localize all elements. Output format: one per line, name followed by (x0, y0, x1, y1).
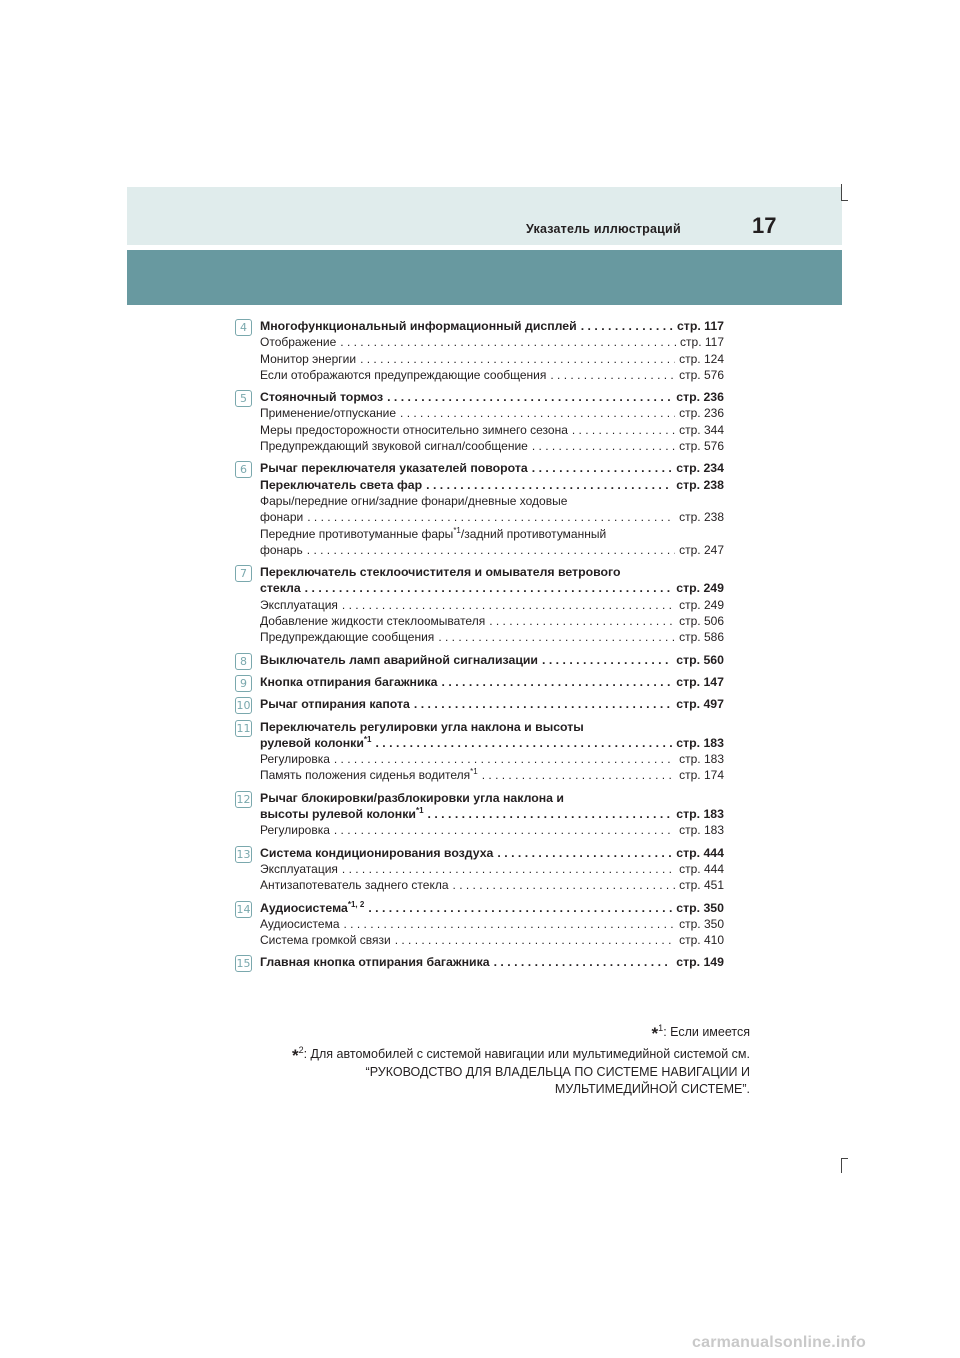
index-group (232, 564, 724, 645)
page-reference: стр. 147 (676, 674, 724, 689)
dot-leader (414, 696, 672, 712)
entry-label: Переключатель регулировки угла наклона и высоты (260, 719, 584, 734)
dot-leader (550, 367, 675, 383)
index-sub-entry[interactable] (260, 767, 724, 783)
entry-label: Добавление жидкости стеклоомывателя (260, 614, 486, 629)
entry-label: Эксплуатация (260, 597, 338, 612)
index-sub-entry[interactable] (260, 542, 724, 558)
index-heading-entry[interactable] (260, 954, 724, 970)
index-heading-entry[interactable] (260, 580, 724, 596)
page-reference: стр. 117 (676, 319, 724, 333)
entry-label: Рычаг блокировки/разблокировки угла наклона и (260, 790, 564, 805)
dot-leader (387, 389, 672, 405)
page-reference: стр. 506 (679, 614, 724, 629)
crop-mark-top (841, 184, 848, 201)
page-reference: стр. 238 (679, 510, 724, 525)
dot-leader (489, 613, 675, 629)
section-title: Указатель иллюстраций (526, 222, 681, 236)
dot-leader (307, 542, 675, 558)
dot-leader (307, 509, 675, 525)
illustration-index-list (232, 318, 724, 977)
page-reference: стр. 249 (679, 597, 724, 612)
page-reference: стр. 183 (676, 807, 724, 822)
index-heading-entry[interactable] (260, 806, 724, 822)
index-heading-entry[interactable] (260, 735, 724, 751)
index-sub-entry[interactable] (260, 526, 724, 542)
page-reference: стр. 117 (680, 335, 724, 350)
index-group (232, 696, 724, 712)
page-reference: стр. 497 (676, 697, 724, 712)
page-reference: стр. 249 (676, 581, 724, 596)
entry-label: рулевой колонки$^{*1}$ (260, 734, 372, 750)
callout-number-badge: 11 (236, 721, 251, 735)
index-sub-entry[interactable] (260, 334, 724, 350)
entry-label: Отображение (260, 335, 337, 350)
index-sub-entry[interactable] (260, 597, 724, 613)
page-reference: стр. 560 (676, 652, 724, 667)
index-heading-entry[interactable] (260, 389, 724, 405)
dot-leader (438, 629, 675, 645)
page-reference: стр. 247 (679, 542, 724, 557)
dot-leader (368, 900, 672, 916)
index-group (232, 719, 724, 784)
entry-label: Фары/передние огни/задние фонари/дневные ходовые (260, 493, 568, 508)
page-reference: стр. 586 (679, 630, 724, 645)
dot-leader (542, 652, 672, 668)
dot-leader (482, 767, 675, 783)
index-group (232, 318, 724, 383)
entry-label: Предупреждающие сообщения (260, 630, 435, 645)
index-group (232, 389, 724, 454)
index-sub-entry[interactable] (260, 629, 724, 645)
dot-leader (305, 580, 673, 596)
dot-leader (342, 597, 675, 613)
entry-label: Регулировка (260, 823, 330, 838)
callout-number-badge: 4 (235, 319, 252, 336)
page-reference: стр. 238 (676, 477, 724, 492)
index-group (232, 652, 724, 668)
index-heading-entry[interactable] (260, 696, 724, 712)
page-reference: стр. 236 (676, 390, 724, 405)
entry-label: Главная кнопка отпирания багажника (260, 955, 490, 970)
index-sub-entry[interactable] (260, 367, 724, 383)
callout-number-badge: 6 (235, 461, 252, 478)
index-sub-entry[interactable] (260, 916, 724, 932)
page-reference: стр. 350 (679, 916, 724, 931)
callout-number-badge: 14 (236, 902, 251, 916)
dot-leader (342, 861, 675, 877)
entry-label: Аудиосистема$^{*1, 2}$ (260, 899, 365, 915)
index-sub-entry[interactable] (260, 351, 724, 367)
index-heading-entry[interactable] (260, 719, 724, 735)
index-group (232, 674, 724, 690)
header-band (127, 250, 842, 305)
index-heading-entry[interactable] (260, 318, 724, 334)
dot-leader (494, 954, 673, 970)
entry-label: Монитор энергии (260, 351, 357, 366)
entry-label: Система кондиционирования воздуха (260, 845, 494, 860)
index-heading-entry[interactable] (260, 790, 724, 806)
entry-label: Антизапотеватель заднего стекла (260, 878, 449, 893)
dot-leader (344, 916, 676, 932)
page-number: 17 (752, 213, 777, 238)
index-sub-entry[interactable] (260, 422, 724, 438)
entry-label: Рычаг переключателя указателей поворота (260, 461, 528, 476)
index-heading-entry[interactable] (260, 845, 724, 861)
entry-label: Предупреждающий звуковой сигнал/сообщение (260, 439, 528, 454)
dot-leader (360, 351, 675, 367)
page-reference: стр. 350 (676, 900, 724, 915)
index-sub-entry[interactable] (260, 613, 724, 629)
index-heading-entry[interactable] (260, 460, 724, 476)
page-reference: стр. 576 (679, 439, 724, 454)
dot-leader (581, 318, 673, 334)
page-reference: стр. 576 (679, 367, 724, 382)
entry-label: Если отображаются предупреждающие сообщения (260, 367, 547, 382)
callout-number-badge: 7 (235, 565, 252, 582)
dot-leader (340, 334, 676, 350)
entry-label: Выключатель ламп аварийной сигнализации (260, 652, 538, 667)
page-reference: стр. 174 (679, 768, 724, 783)
entry-label: высоты рулевой колонки$^{*1}$ (260, 805, 424, 822)
footnote-ref: *1 (453, 525, 461, 535)
dot-leader (532, 438, 675, 454)
index-sub-entry[interactable] (260, 932, 724, 948)
callout-number-badge: 12 (236, 792, 251, 806)
callout-number-badge: 9 (235, 675, 252, 692)
footnote-ref: *1, 2 (347, 899, 365, 909)
index-sub-entry[interactable] (260, 405, 724, 421)
entry-label: Эксплуатация (260, 861, 338, 876)
dot-leader (426, 477, 672, 493)
footnote-ref: *1 (415, 805, 424, 815)
footnotes (240, 1020, 750, 1098)
dot-leader (572, 422, 675, 438)
footnote-1: *$^1$: Если имеется (651, 1023, 750, 1044)
index-heading-entry[interactable] (260, 564, 724, 580)
index-sub-entry[interactable] (260, 822, 724, 838)
dot-leader (400, 405, 675, 421)
entry-label: фонари (260, 510, 304, 525)
entry-label: Система громкой связи (260, 933, 391, 948)
footnote-2: *$^2$: Для автомобилей с системой навигации или мультимедийной системой см. “РУКОВОДСТВО ДЛЯ ВЛАДЕЛЬЦА ПО СИСТЕМЕ НАВИГАЦИИ И МУЛЬТИМЕДИЙНОЙ СИСТЕМЕ”. (291, 1045, 750, 1097)
page-reference: стр. 444 (679, 861, 724, 876)
entry-label: Передние противотуманные фары$^{*1}$/задний противотуманный (260, 525, 607, 541)
footnote-ref: *1 (470, 767, 478, 777)
page-reference: стр. 444 (676, 845, 724, 860)
header-bar (127, 187, 842, 245)
entry-label: Память положения сиденья водителя$^{*1}$ (260, 767, 478, 783)
index-heading-entry[interactable] (260, 652, 724, 668)
page-reference: стр. 183 (676, 735, 724, 750)
dot-leader (395, 932, 675, 948)
page-reference: стр. 183 (679, 752, 724, 767)
entry-label: Переключатель стеклоочистителя и омывателя ветрового (260, 565, 621, 580)
entry-label: Кнопка отпирания багажника (260, 674, 438, 689)
entry-label: Стояночный тормоз (260, 390, 384, 405)
dot-leader (334, 751, 675, 767)
dot-leader (428, 806, 673, 822)
dot-leader (375, 735, 672, 751)
callout-number-badge: 5 (235, 390, 252, 407)
index-sub-entry[interactable] (260, 751, 724, 767)
index-heading-entry[interactable] (260, 477, 724, 493)
index-heading-entry[interactable] (260, 674, 724, 690)
callout-number-badge: 15 (236, 957, 251, 971)
page-reference: стр. 236 (679, 406, 724, 421)
index-sub-entry[interactable] (260, 493, 724, 509)
index-sub-entry[interactable] (260, 509, 724, 525)
entry-label: Переключатель света фар (260, 477, 423, 492)
watermark: carmanualsonline.info (692, 1334, 867, 1351)
entry-label: Меры предосторожности относительно зимнего сезона (260, 422, 568, 437)
footnote-ref: *1 (363, 734, 372, 744)
entry-label: стекла (260, 581, 301, 596)
index-group (232, 460, 724, 558)
callout-number-badge: 8 (235, 653, 252, 670)
page-reference: стр. 183 (679, 823, 724, 838)
dot-leader (334, 822, 675, 838)
index-group (232, 900, 724, 949)
index-sub-entry[interactable] (260, 438, 724, 454)
callout-number-badge: 10 (236, 699, 251, 713)
dot-leader (453, 877, 676, 893)
page-reference: стр. 234 (676, 461, 724, 476)
index-group (232, 790, 724, 839)
entry-label: Применение/отпускание (260, 406, 397, 421)
dot-leader (442, 674, 673, 690)
index-group (232, 954, 724, 970)
index-group (232, 845, 724, 894)
callout-number-badge: 13 (236, 847, 251, 861)
page-reference: стр. 344 (679, 422, 724, 437)
dot-leader (532, 460, 673, 476)
index-heading-entry[interactable] (260, 900, 724, 916)
page-reference: стр. 149 (676, 955, 724, 970)
entry-label: Многофункциональный информационный дисплей (260, 319, 577, 333)
entry-label: Аудиосистема (260, 916, 340, 931)
index-sub-entry[interactable] (260, 877, 724, 893)
entry-label: фонарь (260, 542, 303, 557)
index-sub-entry[interactable] (260, 861, 724, 877)
page-reference: стр. 410 (679, 933, 724, 948)
dot-leader (497, 845, 672, 861)
entry-label: Регулировка (260, 752, 330, 767)
page-reference: стр. 124 (679, 351, 724, 366)
page-reference: стр. 451 (679, 878, 724, 893)
crop-mark-bottom (841, 1158, 848, 1173)
entry-label: Рычаг отпирания капота (260, 697, 410, 712)
